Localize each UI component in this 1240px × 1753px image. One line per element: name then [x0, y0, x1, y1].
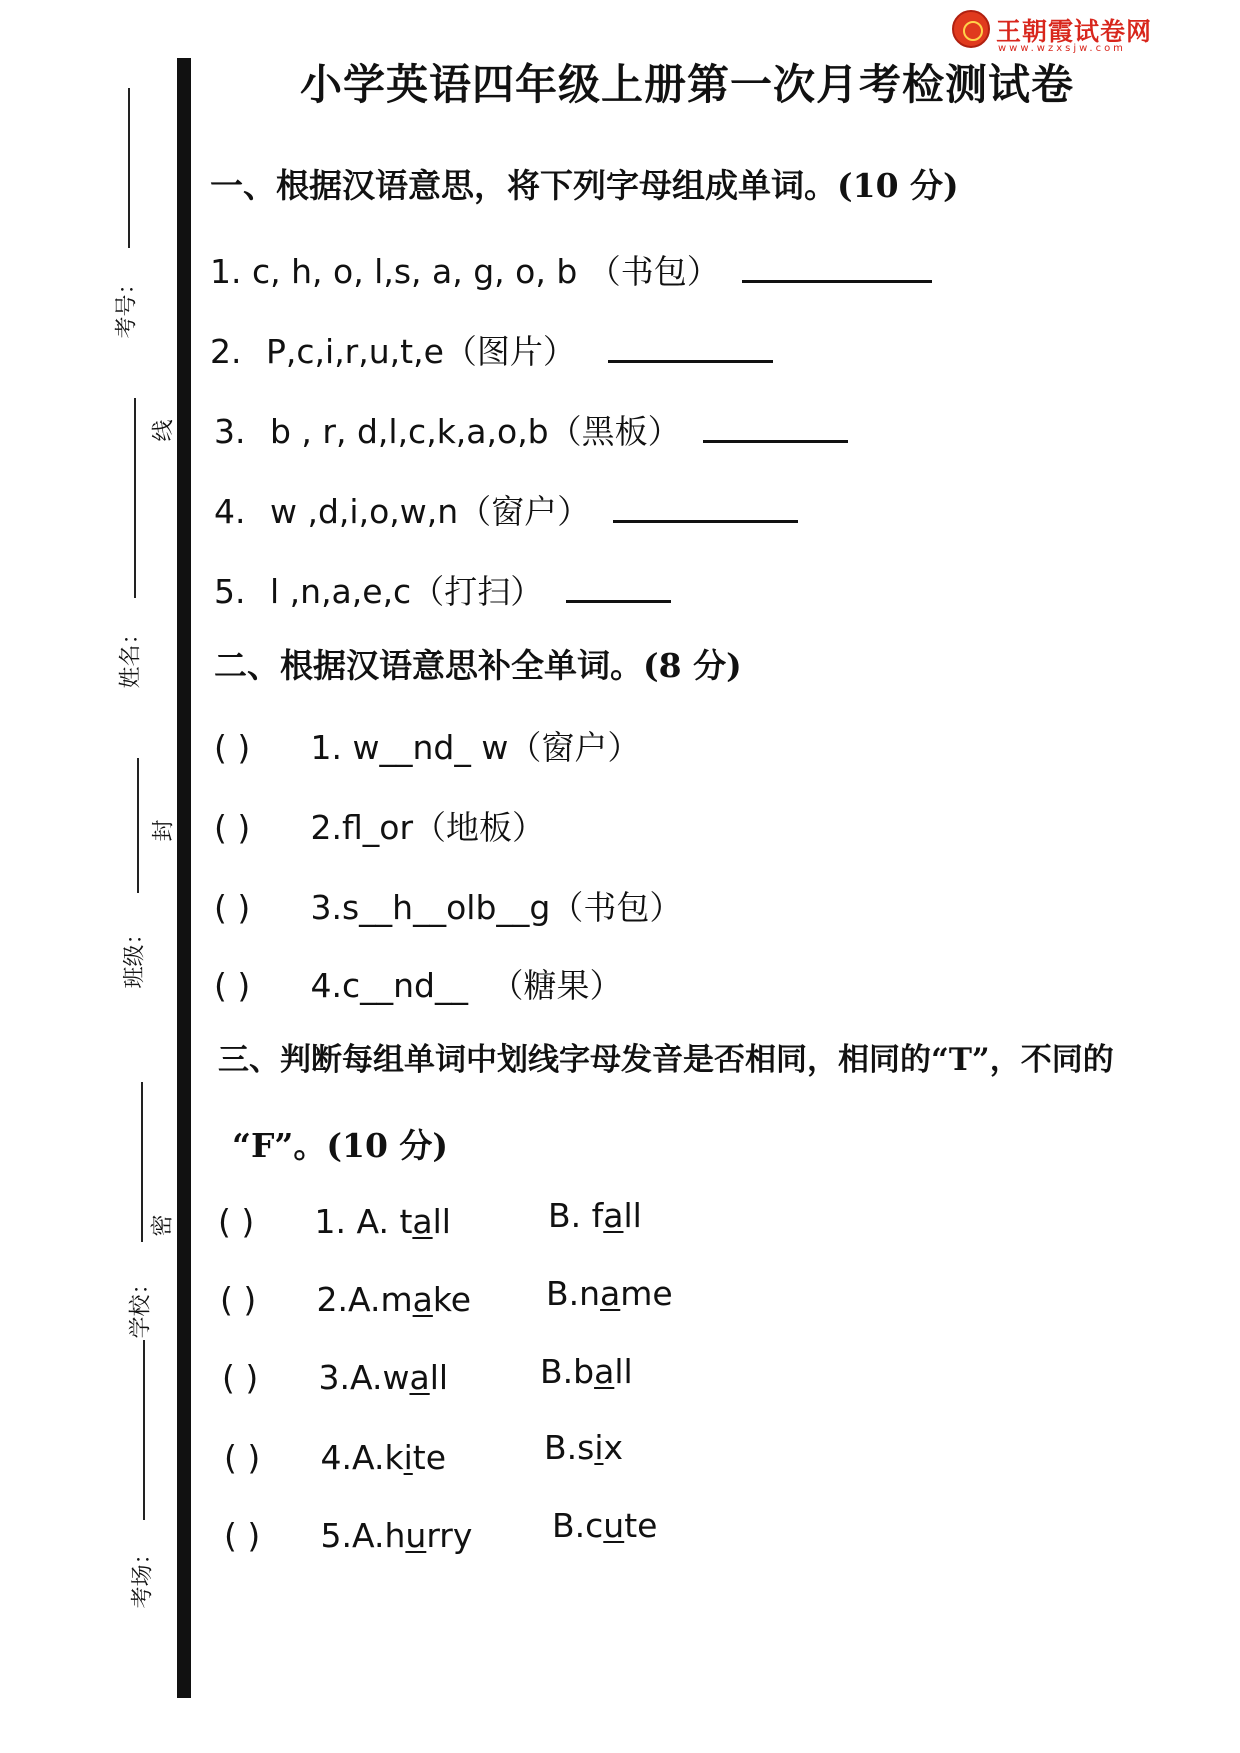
- s1-item-hint: （窗户）: [458, 492, 591, 531]
- s1-item-num: 5.: [214, 572, 246, 611]
- seal-line-char: 线: [151, 419, 177, 442]
- section3-heading-line2: “F”。(10 分): [232, 1126, 449, 1165]
- logo-brand-text: 王朝霞试卷网: [996, 17, 1153, 46]
- s2-item-text: 3.s__h__olb__g: [310, 888, 551, 927]
- answer-paren[interactable]: ( ): [214, 808, 251, 847]
- s1-item-letters: w ,d,i,o,w,n: [270, 492, 459, 531]
- s3-item-4: [224, 1438, 446, 1477]
- s1-item-letters: l ,n,a,e,c: [270, 572, 412, 611]
- s3-item-2: [220, 1280, 471, 1319]
- s3-option-a: 1. A. tall: [314, 1202, 451, 1241]
- s2-item-hint: （糖果）: [490, 966, 623, 1005]
- room-label: 考场：: [130, 1542, 156, 1609]
- name-label: 姓名：: [118, 622, 144, 689]
- s3-option-b-1: B. fall: [548, 1196, 642, 1235]
- room-line: [143, 1340, 145, 1520]
- school-label: 学校：: [128, 1272, 154, 1339]
- answer-paren[interactable]: ( ): [214, 888, 251, 927]
- s3-item-3: [222, 1358, 448, 1397]
- s1-answer-blank[interactable]: [566, 574, 671, 603]
- s1-item-num: 3.: [214, 412, 246, 451]
- s1-item-letters: b , r, d,l,c,k,a,o,b: [270, 412, 549, 451]
- s3-option-b-2: B.name: [546, 1274, 673, 1313]
- s1-item-letters: c, h, o, l,s, a, g, o, b: [252, 252, 578, 291]
- s1-answer-blank[interactable]: [742, 254, 932, 283]
- answer-paren[interactable]: ( ): [214, 966, 251, 1005]
- s1-item-hint: （书包）: [587, 252, 720, 291]
- answer-paren[interactable]: ( ): [222, 1358, 259, 1397]
- s1-item-num: 1.: [210, 252, 242, 291]
- seal-seal-char: 封: [151, 819, 177, 842]
- s3-option-a: 4.A.kite: [320, 1438, 447, 1477]
- class-label: 班级：: [122, 922, 148, 989]
- school-line: [141, 1082, 143, 1242]
- s2-item-hint: （书包）: [550, 888, 683, 927]
- s2-item-text: 1. w__nd_ w: [310, 728, 509, 767]
- class-line: [137, 758, 139, 893]
- answer-paren[interactable]: ( ): [220, 1280, 257, 1319]
- exam-no-label: 考号：: [114, 272, 140, 339]
- s2-item-text: 4.c__nd__: [310, 966, 468, 1005]
- logo-seal-icon: [952, 10, 990, 48]
- s1-answer-blank[interactable]: [608, 334, 773, 363]
- s2-item-4: [214, 960, 623, 1007]
- s1-item-hint: （打扫）: [411, 572, 544, 611]
- exam-no-line: [128, 88, 130, 248]
- s1-answer-blank[interactable]: [703, 414, 848, 443]
- s3-option-b-4: B.six: [544, 1428, 624, 1467]
- s2-item-3: [214, 882, 682, 929]
- section1-heading: 一、根据汉语意思，将下列字母组成单词。(10 分): [210, 166, 959, 205]
- s1-item-2: [210, 326, 773, 373]
- s1-item-3: [214, 406, 848, 453]
- brand-logo: [952, 10, 1152, 56]
- s1-answer-blank[interactable]: [613, 494, 798, 523]
- s2-item-text: 2.fl_or: [310, 808, 414, 847]
- s1-item-4: [214, 486, 798, 533]
- s2-item-hint: （窗户）: [508, 728, 641, 767]
- s1-item-num: 2.: [210, 332, 242, 371]
- logo-url-text: www.wzxsjw.com: [998, 43, 1126, 54]
- binding-bar: [177, 58, 191, 1698]
- s2-item-2: [214, 802, 545, 849]
- s1-item-num: 4.: [214, 492, 246, 531]
- s1-item-hint: （黑板）: [548, 412, 681, 451]
- s3-item-5: [224, 1516, 472, 1555]
- section3-heading-line1: 三、判断每组单词中划线字母发音是否相同，相同的“T”，不同的: [218, 1042, 1114, 1078]
- s3-option-a: 2.A.make: [316, 1280, 472, 1319]
- page-title: 小学英语四年级上册第一次月考检测试卷: [300, 60, 1075, 109]
- answer-paren[interactable]: ( ): [224, 1438, 261, 1477]
- s3-option-a: 5.A.hurry: [320, 1516, 473, 1555]
- name-line: [134, 398, 136, 598]
- s1-item-hint: （图片）: [443, 332, 576, 371]
- s1-item-1: [210, 246, 932, 293]
- section2-heading: 二、根据汉语意思补全单词。(8 分): [214, 646, 742, 685]
- answer-paren[interactable]: ( ): [214, 728, 251, 767]
- s2-item-hint: （地板）: [413, 808, 546, 847]
- s1-item-letters: P,c,i,r,u,t,e: [266, 332, 444, 371]
- s3-option-a: 3.A.wall: [318, 1358, 449, 1397]
- s3-option-b-5: B.cute: [552, 1506, 658, 1545]
- s1-item-5: [214, 566, 671, 613]
- answer-paren[interactable]: ( ): [218, 1202, 255, 1241]
- seal-close-char: 密: [150, 1214, 176, 1237]
- s2-item-1: [214, 722, 640, 769]
- s3-option-b-3: B.ball: [540, 1352, 633, 1391]
- answer-paren[interactable]: ( ): [224, 1516, 261, 1555]
- s3-item-1: [218, 1202, 451, 1241]
